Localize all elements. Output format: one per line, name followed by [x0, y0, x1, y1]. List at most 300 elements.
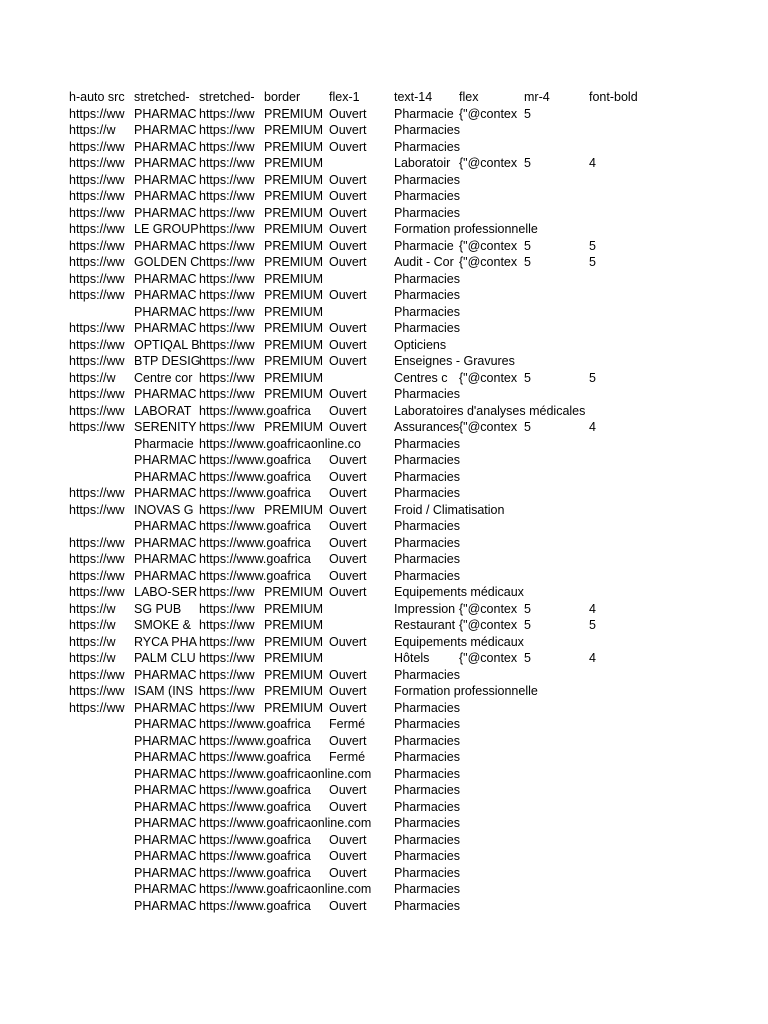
table-cell[interactable]: Ouvert: [329, 106, 367, 121]
table-cell[interactable]: Ouvert: [329, 502, 367, 517]
table-cell[interactable]: PHARMAC: [134, 304, 197, 319]
table-cell[interactable]: [524, 667, 589, 684]
table-cell[interactable]: {"@contex: [459, 651, 518, 665]
table-cell[interactable]: [264, 469, 329, 486]
table-cell[interactable]: [589, 502, 654, 519]
table-cell[interactable]: https://ww: [69, 156, 125, 170]
table-cell[interactable]: PHARMAC: [134, 535, 197, 550]
table-cell[interactable]: [264, 865, 329, 882]
table-cell[interactable]: https://ww: [69, 354, 125, 368]
table-cell[interactable]: Pharmacies: [394, 865, 460, 880]
table-cell[interactable]: [459, 848, 524, 865]
table-cell[interactable]: 5: [524, 156, 531, 170]
table-cell[interactable]: [69, 881, 134, 898]
table-cell[interactable]: [264, 749, 329, 766]
table-cell[interactable]: PREMIUM: [264, 370, 324, 385]
table-cell[interactable]: Pharmacies: [394, 123, 460, 137]
table-cell[interactable]: Ouvert: [329, 865, 367, 880]
table-cell[interactable]: https://ww: [199, 502, 255, 517]
table-cell[interactable]: [589, 271, 654, 288]
table-cell[interactable]: https://www.goafrica: [199, 783, 311, 797]
table-cell[interactable]: Restaurant: [394, 618, 456, 632]
table-cell[interactable]: [459, 271, 524, 288]
table-cell[interactable]: PREMIUM: [264, 420, 324, 434]
table-cell[interactable]: https://ww: [199, 387, 255, 401]
table-cell[interactable]: [589, 782, 654, 799]
table-cell[interactable]: [264, 568, 329, 585]
table-cell[interactable]: Pharmacies: [394, 898, 460, 913]
table-cell[interactable]: [524, 221, 589, 238]
table-cell[interactable]: PREMIUM: [264, 651, 324, 665]
table-cell[interactable]: Ouvert: [329, 898, 367, 913]
table-cell[interactable]: 4: [589, 651, 596, 665]
table-cell[interactable]: ISAM (INS: [134, 684, 194, 698]
table-cell[interactable]: Pharmacies: [394, 816, 460, 830]
table-cell[interactable]: Ouvert: [329, 684, 367, 698]
table-cell[interactable]: https://ww: [199, 585, 255, 599]
table-cell[interactable]: https://ww: [199, 684, 255, 698]
table-cell[interactable]: https://ww: [69, 684, 125, 698]
table-cell[interactable]: PHARMAC: [134, 568, 197, 583]
table-cell[interactable]: Pharmacies: [394, 139, 460, 154]
table-cell[interactable]: PHARMAC: [134, 766, 197, 781]
table-cell[interactable]: [589, 683, 654, 700]
table-cell[interactable]: SERENITY: [134, 420, 197, 434]
table-cell[interactable]: {"@contex: [459, 420, 518, 434]
table-cell[interactable]: [589, 139, 654, 156]
table-cell[interactable]: [264, 782, 329, 799]
table-cell[interactable]: https://ww: [199, 189, 255, 203]
table-cell[interactable]: Ouvert: [329, 288, 367, 302]
table-cell[interactable]: https://www.goafrica: [199, 486, 311, 500]
table-cell[interactable]: https://ww: [69, 321, 125, 335]
table-cell[interactable]: [69, 782, 134, 799]
table-cell[interactable]: [589, 485, 654, 502]
table-cell[interactable]: 5: [524, 255, 531, 269]
table-cell[interactable]: https://ww: [199, 288, 255, 302]
table-cell[interactable]: [589, 106, 654, 123]
table-cell[interactable]: PREMIUM: [264, 337, 324, 352]
table-cell[interactable]: [264, 733, 329, 750]
table-cell[interactable]: [459, 386, 524, 403]
table-cell[interactable]: Pharmacies: [394, 189, 460, 203]
table-cell[interactable]: LE GROUP: [134, 222, 199, 236]
table-cell[interactable]: PHARMAC: [134, 519, 197, 533]
table-cell[interactable]: [329, 436, 394, 453]
table-cell[interactable]: Fermé: [329, 750, 366, 764]
table-cell[interactable]: [589, 469, 654, 486]
table-cell[interactable]: Pharmacies: [394, 271, 460, 286]
table-cell[interactable]: [459, 304, 524, 321]
table-cell[interactable]: PREMIUM: [264, 387, 324, 401]
table-cell[interactable]: [524, 551, 589, 568]
table-cell[interactable]: [589, 898, 654, 915]
table-cell[interactable]: https://ww: [69, 667, 125, 682]
table-cell[interactable]: https://w: [69, 651, 116, 665]
table-cell[interactable]: PHARMAC: [134, 717, 197, 731]
table-cell[interactable]: https://ww: [199, 370, 255, 385]
table-cell[interactable]: Ouvert: [329, 832, 367, 847]
header-cell[interactable]: border: [264, 90, 301, 104]
table-cell[interactable]: Centres c: [394, 370, 448, 385]
table-cell[interactable]: [459, 733, 524, 750]
table-cell[interactable]: INOVAS G: [134, 502, 194, 517]
table-cell[interactable]: [524, 749, 589, 766]
table-cell[interactable]: [69, 749, 134, 766]
table-cell[interactable]: [589, 221, 654, 238]
table-cell[interactable]: https://ww: [199, 618, 255, 632]
table-cell[interactable]: Formation professionnelle: [394, 684, 538, 698]
table-cell[interactable]: [524, 287, 589, 304]
header-cell[interactable]: flex-1: [329, 90, 360, 104]
table-cell[interactable]: [459, 172, 524, 189]
table-cell[interactable]: PHARMAC: [134, 205, 197, 220]
table-cell[interactable]: [589, 287, 654, 304]
table-cell[interactable]: [589, 832, 654, 849]
table-cell[interactable]: [69, 452, 134, 469]
table-cell[interactable]: [589, 848, 654, 865]
table-cell[interactable]: Ouvert: [329, 255, 367, 269]
table-cell[interactable]: https://www.goafricaonline.com: [199, 882, 372, 896]
table-cell[interactable]: https://ww: [199, 222, 255, 236]
table-cell[interactable]: 5: [524, 106, 531, 121]
table-cell[interactable]: https://ww: [69, 420, 125, 434]
table-cell[interactable]: Laboratoir: [394, 156, 451, 170]
table-cell[interactable]: PREMIUM: [264, 667, 324, 682]
table-cell[interactable]: https://ww: [69, 205, 125, 220]
table-cell[interactable]: https://www.goafrica: [199, 849, 311, 863]
table-cell[interactable]: https://www.goafrica: [199, 865, 311, 880]
table-cell[interactable]: [524, 716, 589, 733]
table-cell[interactable]: PHARMAC: [134, 139, 197, 154]
table-cell[interactable]: PREMIUM: [264, 255, 324, 269]
table-cell[interactable]: Froid / Climatisation: [394, 502, 505, 517]
table-cell[interactable]: [459, 436, 524, 453]
table-cell[interactable]: https://ww: [199, 321, 255, 335]
table-cell[interactable]: https://www.goafrica: [199, 898, 311, 913]
table-cell[interactable]: PREMIUM: [264, 288, 324, 302]
table-cell[interactable]: [329, 601, 394, 618]
table-cell[interactable]: [459, 815, 524, 832]
table-cell[interactable]: [459, 898, 524, 915]
table-cell[interactable]: https://ww: [69, 337, 125, 352]
table-cell[interactable]: 5: [524, 238, 531, 253]
table-cell[interactable]: https://ww: [69, 172, 125, 187]
table-cell[interactable]: [524, 766, 589, 783]
table-cell[interactable]: [589, 667, 654, 684]
table-cell[interactable]: Assurances: [394, 420, 460, 434]
table-cell[interactable]: [589, 403, 654, 420]
table-cell[interactable]: LABORAT: [134, 403, 192, 418]
table-cell[interactable]: Equipements médicaux: [394, 634, 524, 649]
table-cell[interactable]: [589, 815, 654, 832]
table-cell[interactable]: [329, 650, 394, 667]
table-cell[interactable]: 4: [589, 156, 596, 170]
table-cell[interactable]: Pharmacies: [394, 304, 460, 319]
table-cell[interactable]: [69, 518, 134, 535]
table-cell[interactable]: [589, 353, 654, 370]
table-cell[interactable]: Ouvert: [329, 700, 367, 715]
table-cell[interactable]: PREMIUM: [264, 222, 324, 236]
table-cell[interactable]: Hôtels: [394, 651, 430, 665]
table-cell[interactable]: [264, 551, 329, 568]
table-cell[interactable]: [459, 700, 524, 717]
table-cell[interactable]: [524, 469, 589, 486]
table-cell[interactable]: PHARMAC: [134, 865, 197, 880]
table-cell[interactable]: Pharmacies: [394, 849, 460, 863]
table-cell[interactable]: https://ww: [199, 123, 255, 137]
table-cell[interactable]: [524, 337, 589, 354]
table-cell[interactable]: [589, 865, 654, 882]
table-cell[interactable]: https://www.goafrica: [199, 750, 311, 764]
table-cell[interactable]: PHARMAC: [134, 667, 197, 682]
table-cell[interactable]: PREMIUM: [264, 321, 324, 335]
table-cell[interactable]: Pharmacies: [394, 667, 460, 682]
table-cell[interactable]: [589, 551, 654, 568]
table-cell[interactable]: Opticiens: [394, 337, 447, 352]
table-cell[interactable]: Impression: [394, 601, 456, 616]
table-cell[interactable]: Pharmacies: [394, 568, 460, 583]
table-cell[interactable]: [524, 502, 589, 519]
table-cell[interactable]: {"@contex: [459, 106, 518, 121]
table-cell[interactable]: Pharmacies: [394, 387, 460, 401]
table-cell[interactable]: [69, 865, 134, 882]
table-cell[interactable]: PHARMAC: [134, 700, 197, 715]
table-cell[interactable]: [589, 799, 654, 816]
table-cell[interactable]: PHARMAC: [134, 156, 197, 170]
table-cell[interactable]: Ouvert: [329, 123, 367, 137]
table-cell[interactable]: [524, 700, 589, 717]
table-cell[interactable]: [459, 518, 524, 535]
table-cell[interactable]: Ouvert: [329, 667, 367, 682]
table-cell[interactable]: PHARMAC: [134, 783, 197, 797]
table-cell[interactable]: Ouvert: [329, 585, 367, 599]
table-cell[interactable]: [459, 139, 524, 156]
table-cell[interactable]: [264, 452, 329, 469]
table-cell[interactable]: [264, 436, 329, 453]
table-cell[interactable]: https://ww: [69, 238, 125, 253]
table-cell[interactable]: [524, 815, 589, 832]
table-cell[interactable]: [524, 799, 589, 816]
table-cell[interactable]: Pharmacies: [394, 288, 460, 302]
table-cell[interactable]: [459, 683, 524, 700]
table-cell[interactable]: https://ww: [69, 222, 125, 236]
table-cell[interactable]: https://www.goafrica: [199, 832, 311, 847]
table-cell[interactable]: https://ww: [199, 420, 255, 434]
table-cell[interactable]: [524, 782, 589, 799]
table-cell[interactable]: [589, 749, 654, 766]
table-cell[interactable]: https://ww: [199, 304, 255, 319]
table-cell[interactable]: https://ww: [69, 271, 125, 286]
table-cell[interactable]: [524, 568, 589, 585]
table-cell[interactable]: [69, 469, 134, 486]
table-cell[interactable]: [459, 782, 524, 799]
table-cell[interactable]: [524, 865, 589, 882]
table-cell[interactable]: [524, 881, 589, 898]
table-cell[interactable]: PREMIUM: [264, 139, 324, 154]
table-cell[interactable]: https://ww: [199, 139, 255, 154]
table-cell[interactable]: https://www.goafrica: [199, 568, 311, 583]
table-cell[interactable]: [459, 337, 524, 354]
table-cell[interactable]: [459, 766, 524, 783]
table-cell[interactable]: https://ww: [69, 535, 125, 550]
table-cell[interactable]: [264, 766, 329, 783]
table-cell[interactable]: PREMIUM: [264, 205, 324, 220]
table-cell[interactable]: PHARMAC: [134, 238, 197, 253]
table-cell[interactable]: [459, 832, 524, 849]
table-cell[interactable]: Pharmacies: [394, 469, 460, 484]
table-cell[interactable]: https://ww: [69, 568, 125, 583]
table-cell[interactable]: https://www.goafrica: [199, 535, 311, 550]
table-cell[interactable]: [524, 683, 589, 700]
table-cell[interactable]: {"@contex: [459, 601, 518, 616]
table-cell[interactable]: https://w: [69, 601, 116, 616]
table-cell[interactable]: 5: [589, 618, 596, 632]
table-cell[interactable]: PHARMAC: [134, 189, 197, 203]
header-cell[interactable]: mr-4: [524, 90, 550, 104]
table-cell[interactable]: Pharmacies: [394, 535, 460, 550]
table-cell[interactable]: PHARMAC: [134, 288, 197, 302]
table-cell[interactable]: OPTIQAL B: [134, 337, 200, 352]
table-cell[interactable]: https://ww: [69, 189, 125, 203]
table-cell[interactable]: {"@contex: [459, 156, 518, 170]
table-cell[interactable]: https://ww: [199, 700, 255, 715]
table-cell[interactable]: https://ww: [199, 337, 255, 352]
table-cell[interactable]: [524, 386, 589, 403]
table-cell[interactable]: BTP DESIG: [134, 354, 201, 368]
table-cell[interactable]: [524, 518, 589, 535]
table-cell[interactable]: [589, 766, 654, 783]
table-cell[interactable]: [459, 205, 524, 222]
table-cell[interactable]: https://ww: [69, 255, 125, 269]
table-cell[interactable]: Pharmacies: [394, 799, 460, 814]
table-cell[interactable]: Ouvert: [329, 634, 367, 649]
table-cell[interactable]: https://ww: [69, 106, 125, 121]
table-cell[interactable]: https://ww: [69, 403, 125, 418]
table-cell[interactable]: [589, 122, 654, 139]
table-cell[interactable]: Ouvert: [329, 783, 367, 797]
table-cell[interactable]: PREMIUM: [264, 585, 324, 599]
table-cell[interactable]: Pharmacies: [394, 453, 460, 467]
table-cell[interactable]: {"@contex: [459, 255, 518, 269]
table-cell[interactable]: Ouvert: [329, 354, 367, 368]
table-cell[interactable]: [459, 634, 524, 651]
table-cell[interactable]: [264, 518, 329, 535]
table-cell[interactable]: Enseignes - Gravures: [394, 354, 515, 368]
table-cell[interactable]: [524, 452, 589, 469]
table-cell[interactable]: Ouvert: [329, 552, 367, 566]
table-cell[interactable]: [459, 799, 524, 816]
table-cell[interactable]: https://www.goafrica: [199, 403, 311, 418]
table-cell[interactable]: PHARMAC: [134, 486, 197, 500]
table-cell[interactable]: Ouvert: [329, 420, 367, 434]
table-cell[interactable]: [524, 188, 589, 205]
table-cell[interactable]: Pharmacies: [394, 882, 460, 896]
table-cell[interactable]: https://ww: [69, 288, 125, 302]
table-cell[interactable]: https://www.goafrica: [199, 453, 311, 467]
table-cell[interactable]: [589, 535, 654, 552]
table-cell[interactable]: [524, 271, 589, 288]
table-cell[interactable]: PREMIUM: [264, 354, 324, 368]
table-cell[interactable]: [589, 172, 654, 189]
table-cell[interactable]: [459, 221, 524, 238]
table-cell[interactable]: 5: [589, 370, 596, 385]
table-cell[interactable]: [459, 122, 524, 139]
table-cell[interactable]: 5: [589, 255, 596, 269]
table-cell[interactable]: 4: [589, 601, 596, 616]
table-cell[interactable]: [524, 320, 589, 337]
table-cell[interactable]: [524, 172, 589, 189]
table-cell[interactable]: Ouvert: [329, 172, 367, 187]
table-cell[interactable]: Ouvert: [329, 519, 367, 533]
table-cell[interactable]: [264, 815, 329, 832]
table-cell[interactable]: [589, 881, 654, 898]
table-cell[interactable]: 5: [524, 370, 531, 385]
table-cell[interactable]: Pharmacies: [394, 733, 460, 748]
table-cell[interactable]: [69, 815, 134, 832]
table-cell[interactable]: Ouvert: [329, 387, 367, 401]
table-cell[interactable]: https://ww: [199, 601, 255, 616]
table-cell[interactable]: SG PUB: [134, 601, 182, 616]
table-cell[interactable]: https://w: [69, 123, 116, 137]
table-cell[interactable]: [459, 469, 524, 486]
table-cell[interactable]: [589, 634, 654, 651]
table-cell[interactable]: Ouvert: [329, 238, 367, 253]
table-cell[interactable]: [589, 337, 654, 354]
table-cell[interactable]: [264, 716, 329, 733]
table-cell[interactable]: [589, 304, 654, 321]
table-cell[interactable]: PREMIUM: [264, 700, 324, 715]
table-cell[interactable]: PREMIUM: [264, 123, 324, 137]
table-cell[interactable]: [264, 881, 329, 898]
table-cell[interactable]: [459, 749, 524, 766]
table-cell[interactable]: https://ww: [199, 354, 255, 368]
table-cell[interactable]: Pharmacies: [394, 717, 460, 731]
table-cell[interactable]: Ouvert: [329, 568, 367, 583]
table-cell[interactable]: PREMIUM: [264, 271, 324, 286]
table-cell[interactable]: [69, 832, 134, 849]
table-cell[interactable]: Audit - Cor: [394, 255, 454, 269]
table-cell[interactable]: PHARMAC: [134, 123, 197, 137]
table-cell[interactable]: 5: [524, 651, 531, 665]
header-cell[interactable]: h-auto src: [69, 90, 125, 104]
table-cell[interactable]: [69, 304, 134, 321]
table-cell[interactable]: Laboratoires d'analyses médicales: [394, 403, 586, 418]
table-cell[interactable]: PHARMAC: [134, 733, 197, 748]
table-cell[interactable]: [524, 898, 589, 915]
table-cell[interactable]: https://ww: [199, 255, 255, 269]
table-cell[interactable]: [589, 205, 654, 222]
table-cell[interactable]: PHARMAC: [134, 106, 197, 121]
table-cell[interactable]: [459, 287, 524, 304]
table-cell[interactable]: [524, 535, 589, 552]
table-cell[interactable]: https://www.goafrica: [199, 799, 311, 814]
table-cell[interactable]: [264, 848, 329, 865]
table-cell[interactable]: PREMIUM: [264, 502, 324, 517]
table-cell[interactable]: PHARMAC: [134, 453, 197, 467]
table-cell[interactable]: Ouvert: [329, 205, 367, 220]
table-cell[interactable]: Ouvert: [329, 799, 367, 814]
table-cell[interactable]: Equipements médicaux: [394, 585, 524, 599]
table-cell[interactable]: [589, 716, 654, 733]
table-cell[interactable]: PREMIUM: [264, 172, 324, 187]
table-cell[interactable]: Pharmacies: [394, 750, 460, 764]
table-cell[interactable]: [524, 848, 589, 865]
table-cell[interactable]: https://www.goafrica: [199, 469, 311, 484]
table-cell[interactable]: 5: [524, 601, 531, 616]
table-cell[interactable]: [524, 832, 589, 849]
table-cell[interactable]: [524, 205, 589, 222]
